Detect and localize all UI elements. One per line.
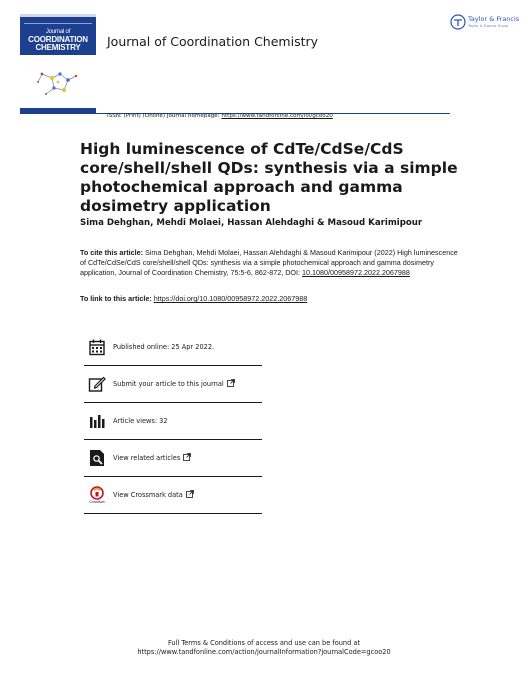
related-articles-link[interactable]: View related articles [113, 454, 181, 462]
external-link-icon [183, 453, 191, 463]
crossmark-row[interactable] [84, 477, 262, 514]
cover-title [20, 29, 96, 52]
external-link-icon [227, 379, 235, 389]
article-doi-link[interactable]: https://doi.org/10.1080/00958972.2022.2067988 [153, 294, 308, 303]
citation-doi-link[interactable]: 10.1080/00958972.2022.2067988 [302, 268, 410, 277]
edit-icon [88, 375, 106, 393]
header-bar [20, 108, 96, 114]
article-link-label: To link to this article: [80, 294, 154, 303]
molecule-structure-image [30, 60, 86, 102]
citation-block [80, 248, 460, 278]
journal-homepage-link[interactable]: https://www.tandfonline.com/loi/gcoo20 [221, 113, 333, 119]
search-document-icon [88, 449, 106, 467]
article-info-list [84, 329, 262, 514]
cover-title-small: Journal of [45, 29, 71, 35]
related-articles-row[interactable] [84, 440, 262, 477]
article-title: High luminescence of CdTe/CdSe/CdS core/shell/shell QDs: synthesis via a simple photochemical approach and gamma dosimetry application [80, 140, 458, 215]
logo-brand-text: Taylor & Francis [468, 15, 520, 23]
logo-sub-text: Taylor & Francis Group [468, 24, 509, 28]
article-views-text: Article views: 32 [113, 417, 168, 425]
submit-article-row[interactable] [84, 366, 262, 403]
article-views-row [84, 403, 262, 440]
submit-article-link[interactable]: Submit your article to this journal [113, 380, 224, 388]
bar-chart-icon [88, 412, 106, 430]
published-online-text: Published online: 25 Apr 2022. [113, 343, 215, 351]
crossmark-icon [88, 486, 106, 504]
article-authors: Sima Dehghan, Mehdi Molaei, Hassan Alehdaghi & Masoud Karimipour [80, 218, 423, 228]
calendar-icon [88, 338, 106, 356]
footer-line-1: Full Terms & Conditions of access and use can be found at [167, 639, 361, 647]
taylor-francis-logo[interactable] [450, 14, 520, 34]
citation-label: To cite this article: [80, 248, 143, 257]
taylor-francis-emblem-icon [450, 14, 466, 30]
footer-terms-link[interactable]: https://www.tandfonline.com/action/journalInformation?journalCode=gcoo20 [137, 648, 391, 656]
external-link-icon [186, 490, 194, 500]
issn-text: ISSN: (Print) (Online) Journal homepage: [107, 113, 222, 119]
crossmark-link[interactable]: View Crossmark data [113, 491, 183, 499]
article-link-line [80, 294, 307, 303]
cover-top-rule [24, 19, 92, 24]
cover-title-line1: COORDINATION [28, 35, 88, 44]
journal-name[interactable]: Journal of Coordination Chemistry [107, 34, 319, 49]
published-online-row [84, 329, 262, 366]
journal-cover-thumbnail [20, 14, 96, 55]
citation-text: Sima Dehghan, Mehdi Molaei, Hassan Alehdaghi & Masoud Karimipour (2022) High luminescence of CdTe/CdSe/CdS core/shell/shell QDs: synthesis via a simple photochemical approach and gamma dosimetry application, Journal of Coordination Chemistry, 75:5-6, 862-872, DOI: [80, 248, 458, 277]
cover-title-line2: CHEMISTRY [35, 43, 81, 52]
issn-line [107, 113, 333, 119]
footer-terms [0, 639, 528, 657]
crossmark-label: CrossMark [89, 500, 105, 504]
